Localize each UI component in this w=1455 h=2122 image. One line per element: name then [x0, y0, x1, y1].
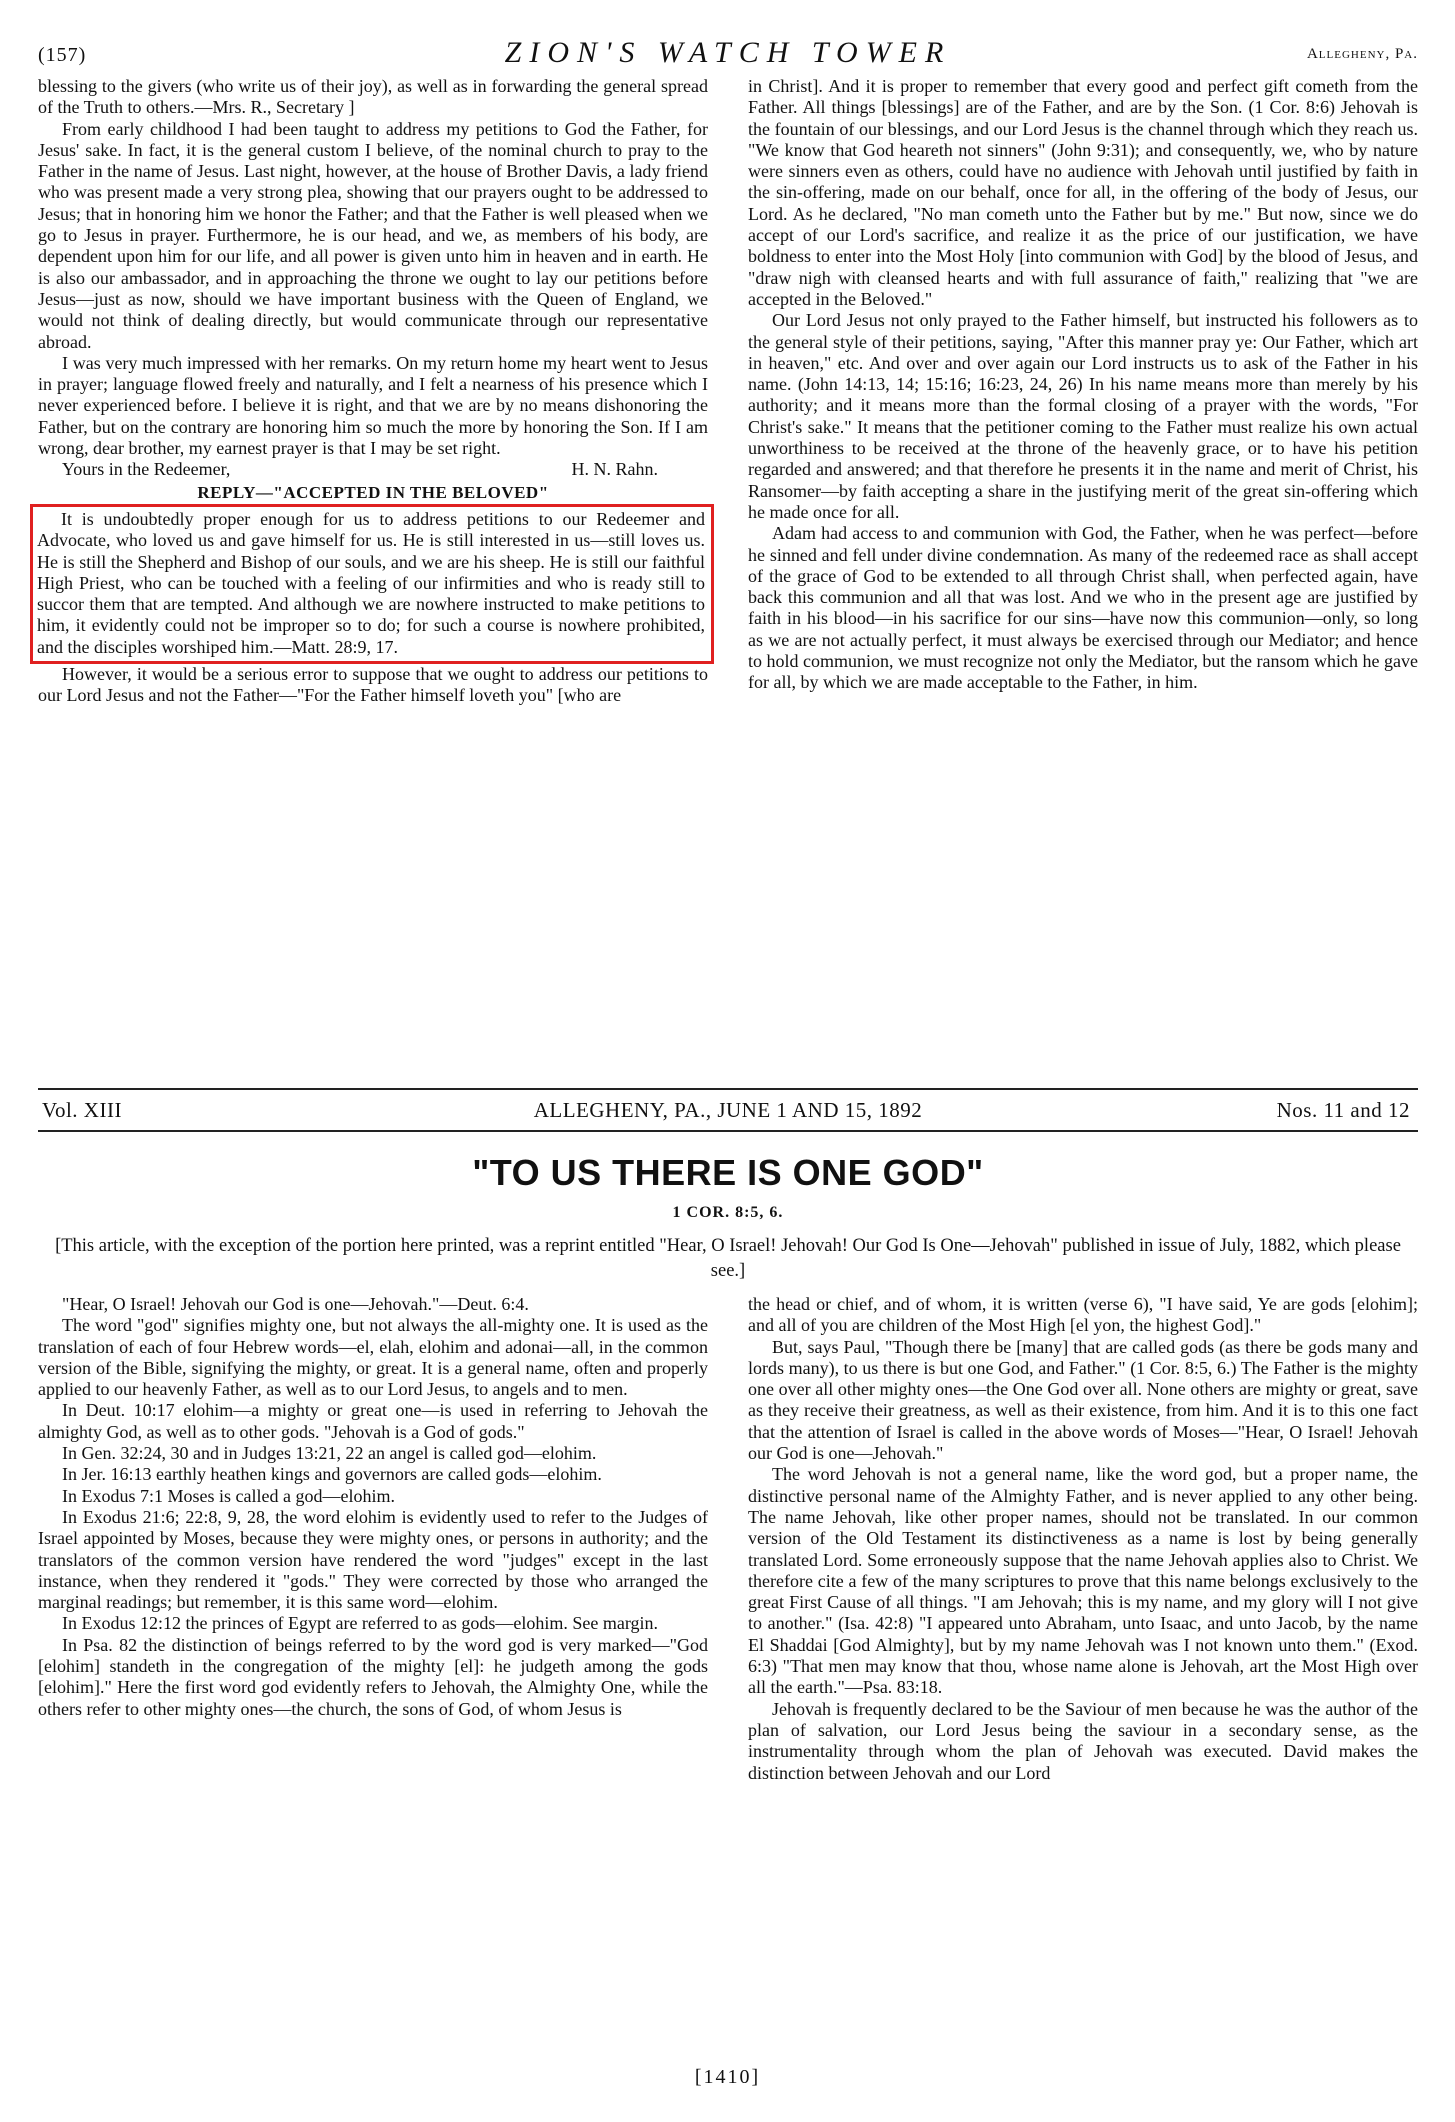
signature-name: H. N. Rahn. — [571, 459, 658, 480]
volume-label: Vol. XIII — [42, 1098, 122, 1122]
paragraph: The word Jehovah is not a general name, like the word god, but a proper name, the distinctive personal name of the Almighty Father, and is never applied to any other being. The name Jehovah, like other proper names, should not be translated. In our common version of the Old Testament its distinctiveness as a name is lost by being generally translated Lord. Some erroneously suppose that the name Jehovah applies also to Christ. We therefore cite a few of the many scriptures to prove that this name belongs exclusively to the great First Cause of all things. "I am Jehovah; this is my name, and my glory will I not give to another." (Isa. 42:8) "I appeared unto Abraham, unto Isaac, and unto Jacob, by the name El Shaddai [God Almighty], but by my name Jehovah was I not known unto them." (Exod. 6:3) "That men may know that thou, whose name alone is Jehovah, art the Most High over all the earth."—Psa. 83:18. — [748, 1464, 1418, 1698]
paragraph: In Exodus 21:6; 22:8, 9, 28, the word elohim is evidently used to refer to the Judges of Israel appointed by Moses, because they were mighty ones, or persons in authority; and the translators of the common version have rendered the word "judges" except in the last instance, when they rendered it "gods." They were corrected by those who arranged the marginal readings; but remember, it is this same word—elohim. — [38, 1506, 708, 1613]
paragraph: In Deut. 10:17 elohim—a mighty or great one—is used in referring to Jehovah the almighty God, as well as to other gods. "Jehovah is a God of gods." — [38, 1400, 708, 1442]
paragraph: But, says Paul, "Though there be [many] that are called gods (as there be gods many and lords many), to us there is but one God, and Father." (1 Cor. 8:5, 6.) The Father is the mighty one over all other mighty ones—the One God over all. None others are mighty or great, save as they receive their greatness, as well as their existence, from him. And it is to this one fact that the attention of Israel is called in the above words of Moses—"Hear, O Israel! Jehovah our God is one—Jehovah." — [748, 1336, 1418, 1464]
running-head — [38, 36, 1418, 76]
paragraph: blessing to the givers (who write us of their joy), as well as in forwarding the general spread of the Truth to others.—Mrs. R., Secretary ] — [38, 76, 708, 118]
reply-heading: REPLY—"ACCEPTED IN THE BELOVED" — [197, 482, 549, 502]
page-folio: [1410] — [694, 2066, 761, 2088]
paragraph: Our Lord Jesus not only prayed to the Father himself, but instructed his followers as to the general style of their petitions, saying, "After this manner pray ye: Our Father, which art in heaven," etc. And over and over again our Lord instructs us to ask of the Father in his name. (John 14:13, 14; 15:16; 16:23, 24, 26) In his name means more than merely by his authority; and it means more than the formal closing of a prayer with the words, "For Christ's sake." It means that the petitioner coming to the Father must realize his own actual unworthiness to be received at the throne of the heavenly grace, or to have his petition regarded and answered; and that therefore he presents it in the name and merit of Christ, his Ransomer—by faith accepting a share in the justifying merit of the great sin-offering which he made once for all. — [748, 310, 1418, 522]
article-reference: 1 COR. 8:5, 6. — [672, 1204, 784, 1221]
paragraph: In Jer. 16:13 earthly heathen kings and governors are called gods—elohim. — [62, 1464, 602, 1485]
paragraph: I was very much impressed with her remarks. On my return home my heart went to Jesus in prayer; language flowed freely and naturally, and I felt a nearness of his presence which I never experienced before. I believe it is right, and that we are by no means dishonoring the Father, but on the contrary are honoring him so much the more by honoring the Son. If I am wrong, dear brother, my earnest prayer is that I may be set right. — [38, 352, 708, 459]
highlighted-passage — [30, 504, 714, 664]
paragraph: In Exodus 7:1 Moses is called a god—elohim. — [62, 1485, 395, 1506]
paragraph: In Psa. 82 the distinction of beings referred to by the word god is very marked—"God [elohim] standeth in the congregation of the mighty [el]: he judgeth among the gods [elohim]." Here the first word god evidently refers to Jehovah, the Almighty One, while the others refer to other mighty ones—the church, the sons of God, of whom Jesus is — [38, 1634, 708, 1719]
newspaper-page — [38, 36, 1418, 1784]
paragraph: Jehovah is frequently declared to be the Saviour of men because he was the author of the plan of salvation, our Lord Jesus being the saviour in a secondary sense, as the instrumentality through whom the plan of Jehovah was executed. David makes the distinction between Jehovah and our Lord — [748, 1698, 1418, 1783]
dateline: ALLEGHENY, PA., JUNE 1 AND 15, 1892 — [533, 1098, 923, 1122]
place-name: Allegheny, Pa. — [1306, 46, 1418, 62]
paragraph: The word "god" signifies mighty one, but not always the all-mighty one. It is used as the translation of each of four Hebrew words—el, elah, elohim and adonai—all, in the common version of the Bible, signifying the mighty, or great. It is a general name, often and properly applied to our heavenly Father, as well as to our Lord Jesus, to angels and to men. — [38, 1315, 708, 1400]
paragraph: However, it would be a serious error to suppose that we ought to address our petitions to our Lord Jesus and not the Father—"For the Father himself loveth you" [who are — [38, 664, 708, 706]
masthead — [38, 1088, 1418, 1132]
signature-closing: Yours in the Redeemer, — [62, 459, 231, 480]
paragraph: From early childhood I had been taught to address my petitions to God the Father, for Jesus' sake. In fact, it is the general custom I believe, of the nominal church to pray to the Father in the name of Jesus. Last night, however, at the house of Brother Davis, a lady friend who was present made a very strong plea, showing that our prayers ought to be addressed to Jesus; that in honoring him we honor the Father; and that the Father is well pleased when we go to Jesus in prayer. Furthermore, he is our head, and we, as members of his body, are dependent upon him for our life, and all power is given unto him in heaven and in earth. He is also our ambassador, and in approaching the throne we ought to lay our petitions before Jesus—just as now, should we have important business with the Queen of England, we would not think of dealing directly, but would communicate through our representative abroad. — [38, 118, 708, 352]
paragraph: "Hear, O Israel! Jehovah our God is one—Jehovah."—Deut. 6:4. — [62, 1294, 529, 1314]
paragraph: in Christ]. And it is proper to remember that every good and perfect gift cometh from the Father. All things [blessings] are of the Father, and are by the Son. (1 Cor. 8:6) Jehovah is the fountain of our blessings, and our Lord Jesus is the channel through which they reach us. "We know that God heareth not sinners" (John 9:31); and consequently, we, who by nature were sinners even as others, could have no audience with Jehovah until justified by faith in the sin-offering, made on our behalf, once for all, in the offering of the body of Jesus, our Lord. As he declared, "No man cometh unto the Father but by me." But now, since we do accept of our Lord's sacrifice, and realize it as the price of our justification, we have boldness to enter into the Most Holy [into communion with God] by the blood of Jesus, and "draw nigh with cleansed hearts and with full assurance of faith," realizing that "we are accepted in the Beloved." — [748, 76, 1418, 309]
upper-columns — [38, 76, 1418, 1076]
signature — [38, 459, 708, 480]
article-columns — [38, 1294, 1418, 1784]
paragraph: the head or chief, and of whom, it is written (verse 6), "I have said, Ye are gods [elohim]; and all of you are children of the Most High [el yon, the highest God]." — [748, 1294, 1418, 1336]
article-right-column — [748, 1294, 1418, 1784]
paragraph: Adam had access to and communion with God, the Father, when he was perfect—before he sinned and fell under divine condemnation. As many of the redeemed race as shall accept of the grace of God to be extended to all through Christ shall, when perfected again, have back this communion and all that was lost. And we who in the present age are justified by faith in his blood—in his sacrifice for our sins—have now this communion—only, so long as we are not actually perfect, it must always be exercised through our Mediator; and hence to hold communion, we must recognize not only the Mediator, but the ransom which he gave for all, by which we are made acceptable to the Father, in him. — [748, 523, 1418, 693]
article-title: "TO US THERE IS ONE GOD" — [472, 1152, 984, 1193]
page-number: (157) — [38, 44, 87, 66]
article-left-column — [38, 1294, 708, 1784]
highlighted-paragraph: It is undoubtedly proper enough for us to address petitions to our Redeemer and Advocate, who loved us and gave himself for us. He is still interested in us—still loves us. He is still the Shepherd and Bishop of our souls, and we are his sheep. He is still our faithful High Priest, who can be touched with a feeling of our infirmities and who is ready still to succor them that are tempted. And although we are nowhere instructed to make petitions to him, it evidently could not be improper so to do; for such a course is nowhere prohibited, and the disciples worshiped him.—Matt. 28:9, 17. — [37, 508, 705, 657]
upper-left-column — [38, 76, 708, 1076]
paragraph: In Exodus 12:12 the princes of Egypt are referred to as gods—elohim. See margin. — [62, 1613, 659, 1634]
paragraph: In Gen. 32:24, 30 and in Judges 13:21, 22 an angel is called god—elohim. — [62, 1443, 597, 1464]
article-note: [This article, with the exception of the portion here printed, was a reprint entitled "Hear, O Israel! Jehovah! Our God Is One—Jehovah" published in issue of July, 1882, which please see.] — [55, 1236, 1401, 1281]
journal-title: ZION'S WATCH TOWER — [504, 36, 952, 69]
issue-numbers: Nos. 11 and 12 — [1276, 1098, 1410, 1122]
upper-right-column — [748, 76, 1418, 1076]
